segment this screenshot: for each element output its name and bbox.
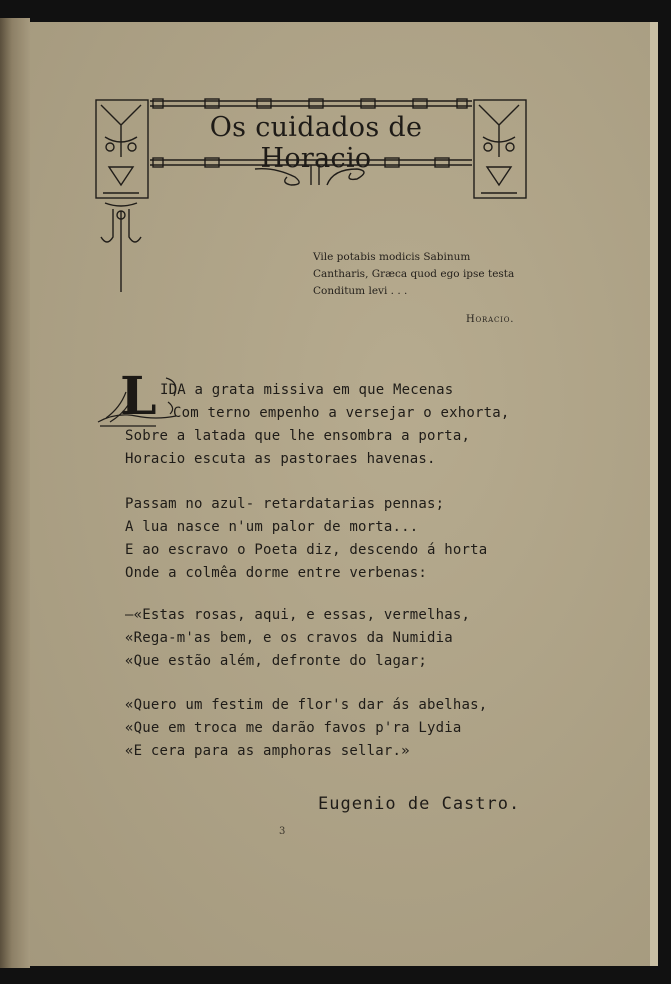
book-spine <box>0 18 30 968</box>
poem-line: A lua nasce n'um palor de morta... <box>125 519 419 535</box>
poem-line: «Quero um festim de flor's dar ás abelhas, <box>125 697 488 713</box>
poem-line: IDA a grata missiva em que Mecenas <box>160 382 454 398</box>
poem-stanza <box>160 382 453 405</box>
poem-line: «E cera para as amphoras sellar.» <box>125 743 410 759</box>
page-number: 3 <box>279 826 286 837</box>
poem-line: «Que estão além, defronte do lagar; <box>125 653 428 669</box>
poem-line: Onde a colmêa dorme entre verbenas: <box>125 565 428 581</box>
poem-stanza <box>125 428 470 474</box>
page-title: Os cuidados de Horacio <box>209 112 423 174</box>
poem-stanza <box>125 607 470 676</box>
epigraph <box>313 249 543 300</box>
poem-stanza <box>125 697 487 766</box>
epigraph-line: Vile potabis modicis Sabinum <box>313 251 471 263</box>
poem-line: Sobre a latada que lhe ensombra a porta, <box>125 428 471 444</box>
poem-stanza <box>173 405 510 428</box>
poem-line: Passam no azul- retardatarias pennas; <box>125 496 445 512</box>
poem-line: «Que em troca me darão favos p'ra Lydia <box>125 720 462 736</box>
epigraph-line: Conditum levi . . . <box>313 285 408 297</box>
drop-cap: L <box>120 366 157 427</box>
epigraph-line: Cantharis, Græca quod ego ipse testa <box>313 268 515 280</box>
page-edge <box>650 22 658 966</box>
poem-stanza <box>125 496 487 588</box>
poem-author: Eugenio de Castro. <box>318 794 521 814</box>
poem-line: «Rega-m'as bem, e os cravos da Numidia <box>125 630 453 646</box>
poem-line: Horacio escuta as pastoraes havenas. <box>125 451 436 467</box>
poem-line: E ao escravo o Poeta diz, descendo á horta <box>125 542 488 558</box>
poem-line: Com terno empenho a versejar o exhorta, <box>173 405 510 421</box>
poem-line: —«Estas rosas, aqui, e essas, vermelhas, <box>125 607 471 623</box>
epigraph-author: Horacio. <box>466 314 515 325</box>
